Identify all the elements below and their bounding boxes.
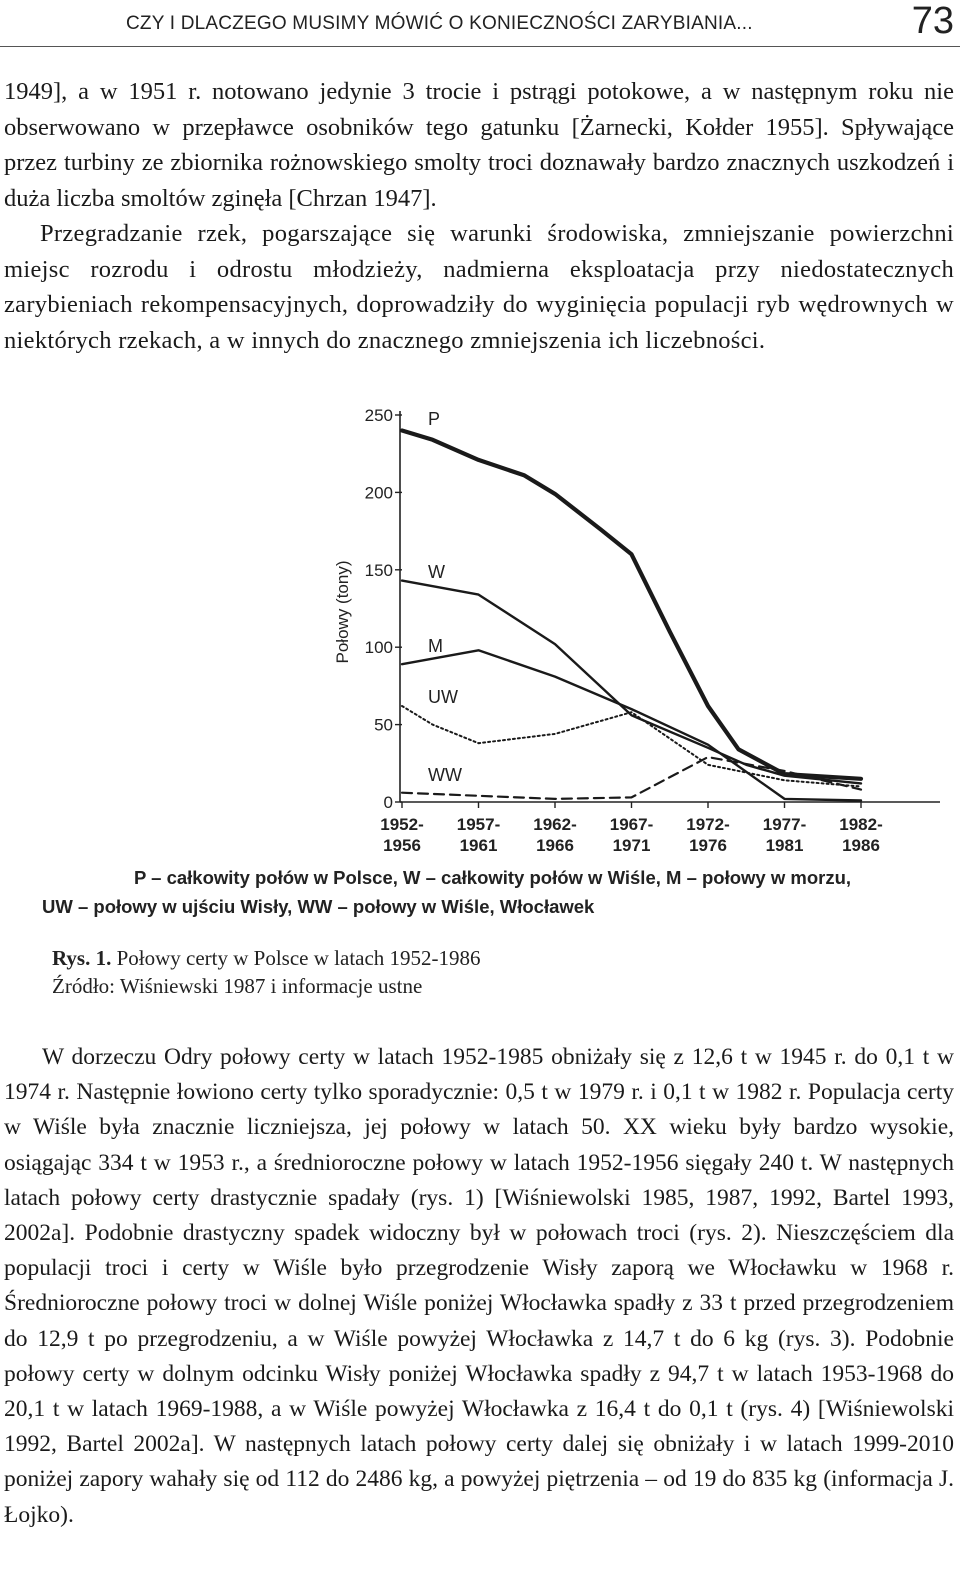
y-tick-label-2: 100 xyxy=(364,638,393,658)
x-tick-label-1: 1957-1961 xyxy=(456,815,501,855)
figure-caption xyxy=(52,944,481,1000)
series-label-ww: WW xyxy=(428,765,462,785)
y-tick-label-3: 150 xyxy=(364,560,393,580)
paragraph-1: 1949], a w 1951 r. notowano jedynie 3 trocie i pstrągi potokowe, a w następnym roku nie obserwowano w przepławce osobników tego gatunku [Żarnecki, Kołder 1955]. Spływające przez turbiny ze zbiornika rożnowskiego smolty troci doznawały bardzo znacznych uszkodzeń i duża liczba smoltów zginęła [Chrzan 1947]. xyxy=(4,78,954,212)
series-label-p: P xyxy=(428,409,441,429)
caption-title xyxy=(52,944,481,972)
x-tick-label-4: 1972-1976 xyxy=(686,815,730,855)
caption-label: Rys. 1. xyxy=(52,946,112,970)
y-tick-label-1: 50 xyxy=(374,715,393,735)
series-line-p xyxy=(402,431,861,779)
paragraph-3: W dorzeczu Odry połowy certy w latach 1952-1985 obniżały się z 12,6 t w 1945 r. do 0,1 t w 1974 r. Następnie łowiono certy tylko sporadycznie: 0,5 t w 1979 r. i 0,1 t w 1982 r. Populacja certy w Wiśle była znacznie liczniejsza, jej połowy w latach 50. XX wieku były bardzo wysokie, osiągając 334 t w 1953 r., a średnioroczne połowy w latach 1952-1956 sięgały 240 t. W następnych latach połowy certy drastycznie spadały (rys. 1) [Wiśniewolski 1985, 1987, 1992, Bartel 1993, 2002a]. Podobnie drastyczny spadek widoczny był w połowach troci (rys. 2). Nieszczęściem dla populacji troci i certy w Wiśle było przegrodzenie Wisły zaporą we Włocławku w 1968 r. Średnioroczne połowy troci w dolnej Wiśle poniżej Włocławka spadły z 33 t przed przegrodzeniem do 12,9 t po przegrodzeniu, a w Wiśle powyżej Włocławka z 14,7 t do 6 kg (rys. 3). Podobnie połowy certy w dolnym odcinku Wisły poniżej Włocławka spadły z 94,7 t w latach 1953-1968 do 20,1 t w latach 1969-1988, a w Wiśle powyżej Włocławka z 16,4 t do 0,1 t (rys. 4) [Wiśniewolski 1992, Bartel 2002a]. W następnych latach połowy certy dalej się obniżały i w latach 1999-2010 poniżej zapory wahały się od 112 do 2486 kg, a powyżej piętrzenia – od 19 do 835 kg (informacja J. Łojko). xyxy=(4,1044,954,1528)
caption-text: Połowy certy w Polsce w latach 1952-1986 xyxy=(111,946,481,970)
y-tick-label-4: 200 xyxy=(364,483,393,503)
x-tick-label-6: 1982-1986 xyxy=(839,815,883,855)
series-label-uw: UW xyxy=(428,687,458,707)
x-tick-label-2: 1962-1966 xyxy=(533,815,577,855)
y-tick-label-5: 250 xyxy=(364,406,393,425)
running-header xyxy=(0,0,960,48)
series-label-w: W xyxy=(428,562,445,582)
series-line-w xyxy=(402,581,861,784)
figure-legend xyxy=(30,863,960,921)
running-title: CZY I DLACZEGO MUSIMY MÓWIĆ O KONIECZNOŚCI ZARYBIANIA... xyxy=(126,13,753,34)
series-line-m xyxy=(402,650,861,800)
legend-line-1: P – całkowity połów w Polsce, W – całkowity połów w Wiśle, M – połowy w morzu, xyxy=(134,867,852,888)
header-rule xyxy=(0,46,960,47)
paragraph-2: Przegradzanie rzek, pogarszające się warunki środowiska, zmniejszanie powierzchni miejsc rozrodu i odrostu młodzieży, nadmierna eksploatacja przy niedostatecznych zarybieniach rekompensacyjnych, doprowadziły do wyginięcia populacji ryb wędrownych w niektórych rzekach, a w innych do znacznego zmniejszenia ich liczebności. xyxy=(4,220,954,354)
series-label-m: M xyxy=(428,636,443,656)
y-axis-label: Połowy (tony) xyxy=(333,560,352,664)
caption-source: Źródło: Wiśniewski 1987 i informacje ustne xyxy=(52,974,423,998)
page-number: 73 xyxy=(911,0,954,42)
y-tick-label-0: 0 xyxy=(383,793,393,812)
series-line-ww xyxy=(402,757,861,799)
x-tick-label-5: 1977-1981 xyxy=(762,815,807,855)
figure-chart xyxy=(0,395,960,860)
x-tick-label-0: 1952-1956 xyxy=(380,815,424,855)
legend-line-2: UW – połowy w ujściu Wisły, WW – połowy w Wiśle, Włocławek xyxy=(42,896,595,917)
x-tick-label-3: 1967-1971 xyxy=(609,815,654,855)
